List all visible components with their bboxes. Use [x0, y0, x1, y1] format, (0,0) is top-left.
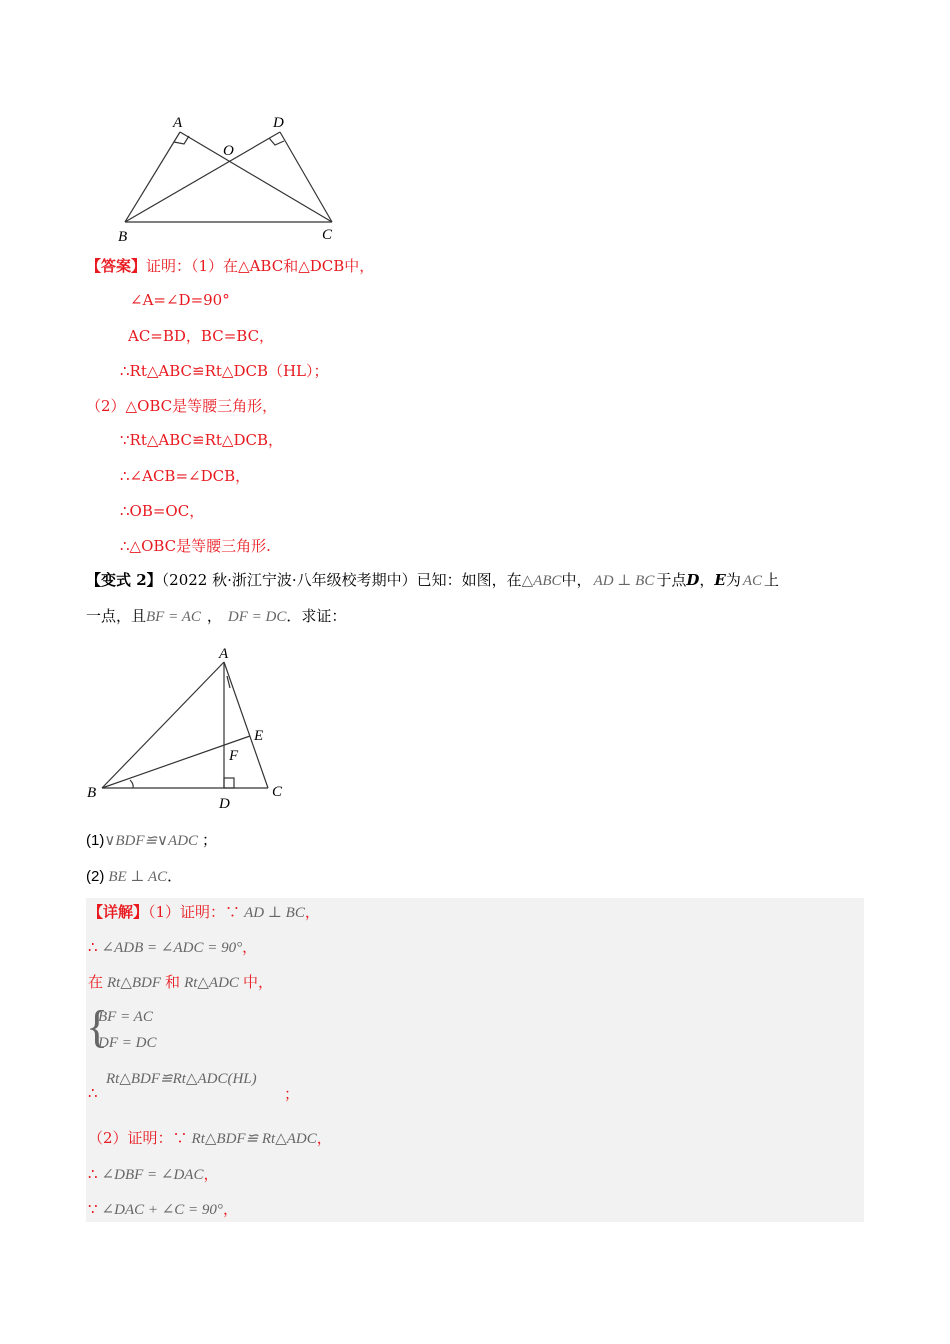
figure-2-diagram: [82, 640, 297, 815]
detail-line-5-prefix: ∴: [88, 1084, 98, 1102]
detail-line-7: ∴ ∠DBF = ∠DAC，: [88, 1165, 219, 1183]
detail-line-8: ∵ ∠DAC + ∠C = 90°，: [88, 1200, 238, 1218]
fig2-label-b: B: [87, 785, 97, 801]
system-eq-2: DF = DC: [98, 1035, 157, 1051]
answer-line-3: AC=BD，BC=BC，: [128, 327, 275, 345]
answer-line-9: ∴△OBC是等腰三角形.: [120, 537, 271, 555]
detail-line-6: （2）证明：∵ Rt△BDF≌ Rt△ADC，: [88, 1129, 332, 1147]
answer-line-7: ∴∠ACB=∠DCB，: [120, 467, 251, 485]
system-brace: {: [86, 1001, 109, 1052]
fig1-label-d: D: [273, 115, 284, 131]
figure-1-diagram: [110, 110, 350, 245]
fig2-label-a: A: [219, 646, 229, 662]
detail-line-1: 【详解】（1）证明：∵ AD ⊥ BC，: [88, 903, 320, 921]
answer-line-6: ∵Rt△ABC≌Rt△DCB，: [120, 431, 283, 449]
answer-line-4: ∴Rt△ABC≌Rt△DCB（HL）；: [120, 362, 329, 380]
answer-line-8: ∴OB=OC，: [120, 502, 205, 520]
fig1-label-a: A: [173, 115, 183, 131]
variant2-line-2: 一点，且BF = AC ， DF = DC．求证：: [86, 607, 347, 625]
answer-tag: 【答案】: [86, 257, 147, 275]
detail-line-5-end: ；: [284, 1085, 300, 1103]
detail-line-2: ∴ ∠ADB = ∠ADC = 90°，: [88, 938, 258, 956]
fig2-label-c: C: [272, 784, 283, 800]
fig1-label-c: C: [322, 227, 333, 243]
question-2: (2) BE ⊥ AC．: [86, 867, 183, 885]
detail-line-5: Rt△BDF≌Rt△ADC(HL): [106, 1071, 257, 1087]
question-1: (1)∨BDF≌∨ADC ；: [86, 831, 218, 849]
fig2-label-e: E: [254, 728, 264, 744]
variant2-line-1: 【变式 2】（2022 秋·浙江宁波·八年级校考期中）已知：如图，在△ABC中， AD ⊥ BC 于点D，E为 AC 上: [86, 571, 780, 589]
answer-line-5: （2）△OBC是等腰三角形，: [86, 397, 278, 415]
fig2-label-d: D: [219, 796, 230, 812]
fig1-label-b: B: [118, 229, 128, 245]
fig2-label-f: F: [229, 748, 239, 764]
answer-line-1: 【答案】证明：（1）在△ABC和△DCB中，: [86, 257, 375, 275]
fig1-label-o: O: [223, 143, 234, 159]
detail-line-3: 在 Rt△BDF 和 Rt△ADC 中，: [88, 973, 273, 991]
answer-line-2: ∠A=∠D=90°: [130, 291, 230, 309]
system-eq-1: BF = AC: [98, 1009, 153, 1025]
